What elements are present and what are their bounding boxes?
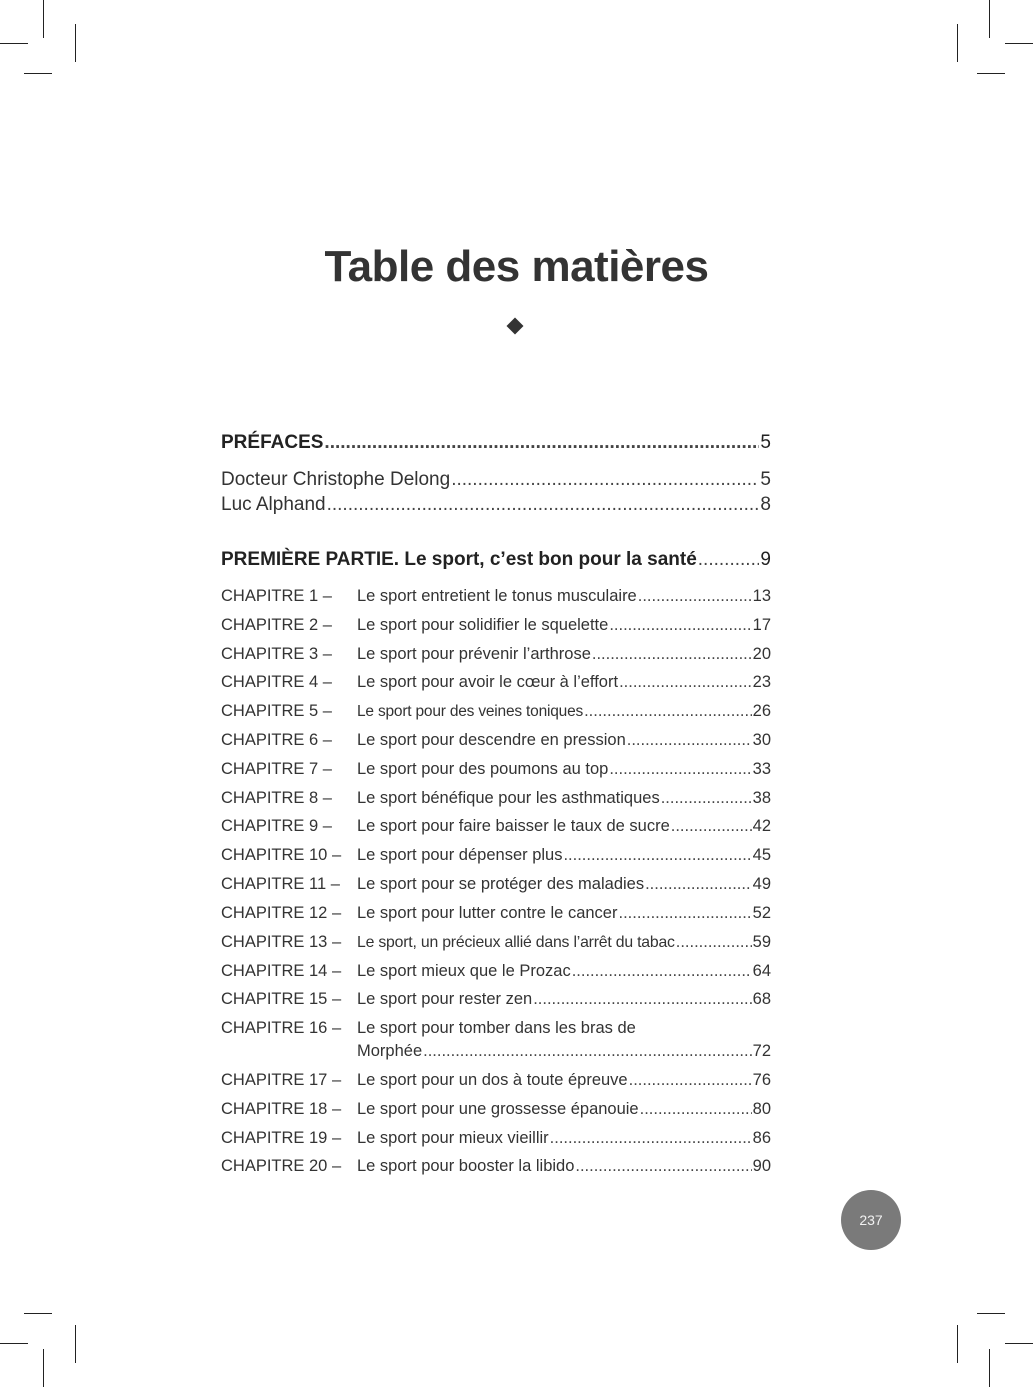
chapter-number: CHAPITRE 7 – — [221, 760, 332, 778]
toc-page-number: 9 — [760, 549, 771, 570]
toc-chapter-row[interactable] — [221, 1071, 771, 1090]
toc-chapter-row[interactable] — [221, 616, 771, 635]
toc-leader — [609, 616, 751, 635]
chapter-number: CHAPITRE 4 – — [221, 673, 332, 691]
chapter-title: Le sport pour prévenir l’arthrose — [357, 645, 591, 663]
toc-leader — [584, 702, 752, 721]
toc-leader — [638, 587, 752, 606]
chapter-number: CHAPITRE 14 – — [221, 962, 342, 980]
chapter-title: Le sport pour un dos à toute épreuve — [357, 1071, 628, 1089]
crop-mark — [957, 1325, 958, 1363]
toc-leader — [423, 1042, 752, 1061]
crop-mark — [43, 1349, 44, 1387]
chapter-title: Le sport pour solidifier le squelette — [357, 616, 609, 634]
toc-chapter-row[interactable] — [221, 1100, 771, 1119]
toc-chapter-row[interactable] — [221, 702, 771, 721]
toc-leader — [592, 645, 752, 664]
toc-leader — [563, 846, 751, 865]
chapter-title: Le sport pour booster la libido — [357, 1157, 575, 1175]
toc-page-number: 20 — [752, 645, 771, 663]
toc-leader — [698, 549, 760, 571]
toc-leader — [629, 1071, 752, 1090]
chapter-number: CHAPITRE 8 – — [221, 789, 332, 807]
crop-mark — [989, 0, 990, 38]
crop-mark — [0, 1343, 28, 1344]
toc-chapter-row[interactable] — [221, 875, 771, 894]
chapter-number: CHAPITRE 9 – — [221, 817, 332, 835]
toc-page-number: 13 — [752, 587, 771, 605]
toc-page-number: 76 — [752, 1071, 771, 1089]
chapter-title: Le sport entretient le tonus musculaire — [357, 587, 637, 605]
toc-chapter-row[interactable] — [221, 817, 771, 836]
toc-chapter-row[interactable] — [221, 846, 771, 865]
chapter-number: CHAPITRE 20 – — [221, 1157, 342, 1175]
toc-page-number: 26 — [752, 702, 771, 720]
toc-page-number: 45 — [752, 846, 771, 864]
chapter-number: CHAPITRE 2 – — [221, 616, 332, 634]
chapter-title: Le sport pour rester zen — [357, 990, 533, 1008]
chapter-title-continuation: Morphée — [357, 1042, 423, 1060]
chapter-number: CHAPITRE 13 – — [221, 933, 342, 951]
chapter-title: Le sport pour tomber dans les bras de — [357, 1019, 636, 1037]
chapter-number: CHAPITRE 19 – — [221, 1129, 342, 1147]
chapter-number: CHAPITRE 17 – — [221, 1071, 342, 1089]
chapter-number: CHAPITRE 11 – — [221, 875, 340, 893]
toc-chapter-row[interactable] — [221, 760, 771, 779]
toc-chapter-row[interactable] — [221, 673, 771, 692]
chapter-number: CHAPITRE 3 – — [221, 645, 332, 663]
crop-mark — [977, 1313, 1005, 1314]
chapter-title: Le sport, un précieux allié dans l’arrêt du tabac — [357, 934, 675, 951]
toc-preface-item[interactable] — [221, 494, 771, 516]
toc-page-number: 23 — [752, 673, 771, 691]
toc-leader — [619, 673, 752, 692]
toc-page-number: 17 — [752, 616, 771, 634]
toc-leader — [618, 904, 751, 923]
chapter-title: Le sport pour des poumons au top — [357, 760, 609, 778]
chapter-number: CHAPITRE 6 – — [221, 731, 332, 749]
crop-mark — [977, 73, 1005, 74]
toc-leader — [575, 1157, 751, 1176]
toc-page-number: 59 — [752, 933, 771, 951]
chapter-title: Le sport pour faire baisser le taux de sucre — [357, 817, 670, 835]
toc-chapter-row[interactable] — [221, 904, 771, 923]
crop-mark — [989, 1349, 990, 1387]
diamond-ornament-icon — [507, 318, 524, 335]
toc-section-part1[interactable] — [221, 549, 771, 571]
toc-page-number: 30 — [752, 731, 771, 749]
crop-mark — [75, 1325, 76, 1363]
toc-page-number: 33 — [752, 760, 771, 778]
crop-mark — [24, 73, 52, 74]
toc-chapter-row[interactable] — [221, 1157, 771, 1176]
crop-mark — [43, 0, 44, 38]
toc-chapter-row[interactable] — [221, 587, 771, 606]
toc-leader — [671, 817, 752, 836]
page-number-badge: 237 — [841, 1190, 901, 1250]
toc-leader — [327, 494, 760, 516]
toc-leader — [572, 962, 752, 981]
toc-section-label: PRÉFACES — [221, 432, 324, 453]
chapter-title: Le sport bénéfique pour les asthmatiques — [357, 789, 660, 807]
toc-leader — [640, 1100, 752, 1119]
chapter-number: CHAPITRE 18 – — [221, 1100, 342, 1118]
toc-chapter-row[interactable] — [221, 990, 771, 1009]
toc-chapter-row[interactable] — [221, 731, 771, 750]
chapter-number: CHAPITRE 10 – — [221, 846, 342, 864]
crop-mark — [24, 1313, 52, 1314]
toc-page-number: 86 — [752, 1129, 771, 1147]
toc-page-number: 38 — [752, 789, 771, 807]
chapter-number: CHAPITRE 12 – — [221, 904, 342, 922]
toc-leader — [661, 789, 752, 808]
toc-page-number: 68 — [752, 990, 771, 1008]
chapter-title: Le sport pour avoir le cœur à l’effort — [357, 673, 619, 691]
toc-page-number: 49 — [752, 875, 771, 893]
chapter-number: CHAPITRE 1 – — [221, 587, 332, 605]
toc-page-number: 5 — [760, 432, 771, 453]
chapter-number: CHAPITRE 16 – — [221, 1019, 342, 1037]
toc-leader — [451, 469, 759, 491]
toc-leader — [550, 1129, 752, 1148]
chapter-number: CHAPITRE 5 – — [221, 702, 332, 720]
toc-chapter-row[interactable] — [221, 962, 771, 981]
crop-mark — [0, 43, 28, 44]
toc-chapter-row[interactable] — [221, 933, 771, 952]
crop-mark — [1005, 43, 1033, 44]
toc-chapter-row[interactable] — [221, 789, 771, 808]
toc-page-number: 80 — [752, 1100, 771, 1118]
toc-page-number: 42 — [752, 817, 771, 835]
chapter-number: CHAPITRE 15 – — [221, 990, 342, 1008]
toc-section-prefaces[interactable] — [221, 432, 771, 454]
toc-item-label: Docteur Christophe Delong — [221, 469, 451, 490]
toc-leader — [324, 432, 759, 454]
toc-leader — [609, 760, 751, 779]
toc-page-number: 72 — [752, 1042, 771, 1060]
toc-page-number: 52 — [752, 904, 771, 922]
chapter-title: Le sport pour des veines toniques — [357, 703, 584, 720]
page-title: Table des matières — [324, 242, 709, 291]
toc-leader — [533, 990, 751, 1009]
toc-chapter-row[interactable] — [221, 645, 771, 664]
crop-mark — [75, 24, 76, 62]
toc-page-number: 8 — [760, 494, 771, 515]
chapter-title: Le sport pour mieux vieillir — [357, 1129, 549, 1147]
toc-page-number: 90 — [752, 1157, 771, 1175]
toc-item-label: Luc Alphand — [221, 494, 326, 515]
toc-leader — [645, 875, 752, 894]
crop-mark — [957, 24, 958, 62]
toc-preface-item[interactable] — [221, 469, 771, 491]
chapter-title: Le sport pour lutter contre le cancer — [357, 904, 618, 922]
chapter-title: Le sport pour une grossesse épanouie — [357, 1100, 639, 1118]
chapter-title: Le sport pour descendre en pression — [357, 731, 626, 749]
chapter-title: Le sport pour se protéger des maladies — [357, 875, 645, 893]
crop-mark — [1005, 1343, 1033, 1344]
toc-chapter-row-first-line[interactable] — [221, 1019, 636, 1038]
toc-page-number: 5 — [760, 469, 771, 490]
chapter-title: Le sport pour dépenser plus — [357, 846, 563, 864]
toc-section-label: PREMIÈRE PARTIE. Le sport, c’est bon pour la santé — [221, 549, 697, 570]
chapter-title: Le sport mieux que le Prozac — [357, 962, 571, 980]
toc-leader — [627, 731, 752, 750]
toc-chapter-row[interactable] — [221, 1129, 771, 1148]
toc-page-number: 64 — [752, 962, 771, 980]
toc-chapter-row-continuation[interactable] — [357, 1042, 771, 1061]
toc-leader — [676, 933, 752, 952]
